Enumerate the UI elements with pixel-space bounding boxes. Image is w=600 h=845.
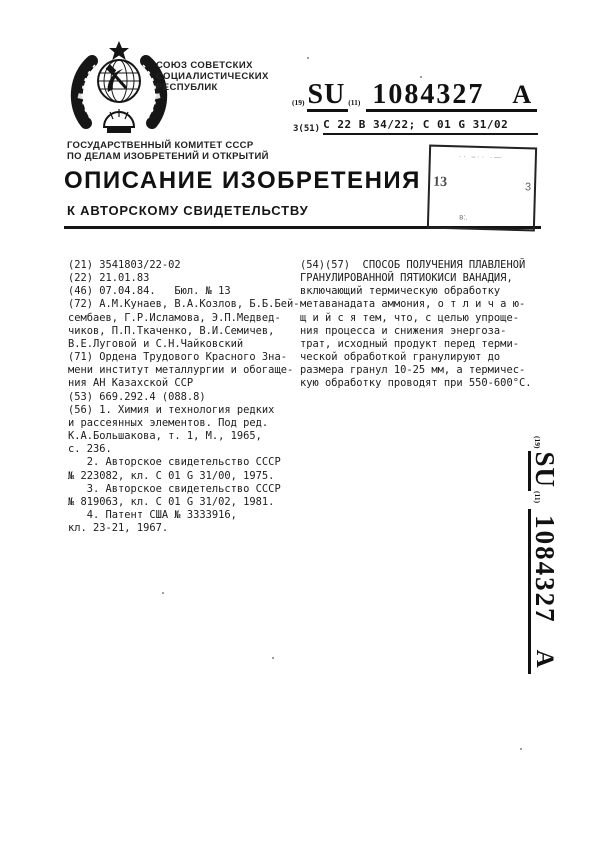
bibliographic-column — [68, 259, 308, 535]
stamp-number-right: 3 — [524, 181, 532, 194]
publication-number-group-vertical — [528, 509, 560, 674]
registration-stamp-box — [427, 145, 537, 232]
text-line: РЕСПУБЛИК — [156, 82, 218, 93]
text-line: метаванадата аммония, о т л и ч а ю- — [300, 298, 526, 311]
text-line: К.А.Большакова, т. 1, М., 1965, — [68, 430, 262, 443]
text-line: кл. 23-21, 1967. — [68, 522, 169, 535]
publication-number-vertical: 1084327 — [530, 515, 560, 624]
document-title: ОПИСАНИЕ ИЗОБРЕТЕНИЯ — [64, 167, 421, 194]
committee-name-block — [67, 140, 269, 162]
text-line: СОЦИАЛИСТИЧЕСКИХ — [156, 71, 269, 82]
text-line: (53) 669.292.4 (088.8) — [68, 390, 206, 403]
text-line: мени институт металлургии и обогаще- — [68, 364, 294, 377]
text-line: трат, исходный продукт перед терми- — [300, 337, 519, 350]
text-line: ния процесса и снижения энергоза- — [300, 324, 507, 337]
ipc-classification-row — [293, 118, 538, 135]
text-line: 2. Авторское свидетельство СССР — [68, 456, 281, 469]
publication-number: 1084327 — [372, 79, 485, 110]
inid-51-label: 3(51) — [293, 124, 321, 134]
inid-11-label-vertical: (11) — [533, 491, 542, 504]
inid-11-label: (11) — [348, 98, 361, 107]
text-line: (56) 1. Химия и технология редких — [68, 403, 275, 416]
text-line: ния АН Казахской ССР — [68, 377, 194, 390]
text-line: № 223082, кл. C 01 G 31/00, 1975. — [68, 469, 275, 482]
text-line: включающий термическую обработку — [300, 285, 501, 298]
stamp-faint-marks-top: ·· –·· ·— — [458, 153, 504, 162]
ipc-codes: C 22 B 34/22; C 01 G 31/02 — [323, 118, 538, 135]
text-line: чиков, П.П.Ткаченко, В.И.Семичев, — [68, 324, 275, 337]
publication-id-row — [292, 79, 537, 112]
text-line: № 819063, кл. C 01 G 31/02, 1981. — [68, 495, 275, 508]
inid-19-label-vertical: (19) — [533, 436, 542, 449]
document-subtitle: К АВТОРСКОМУ СВИДЕТЕЛЬСТВУ — [67, 203, 309, 218]
scan-speck — [420, 76, 422, 78]
union-name-block — [156, 60, 269, 93]
stamp-faint-marks-bottom: в:. — [459, 212, 469, 222]
text-line: (54)(57) СПОСОБ ПОЛУЧЕНИЯ ПЛАВЛЕНОЙ — [300, 259, 526, 271]
vertical-publication-id — [528, 436, 560, 736]
text-line: ГРАНУЛИРОВАННОЙ ПЯТИОКИСИ ВАНАДИЯ, — [300, 272, 513, 285]
country-code: SU — [307, 82, 349, 112]
text-line: размера гранул 10-25 мм, а термичес- — [300, 364, 526, 377]
star-icon — [109, 41, 129, 60]
kind-code: A — [512, 80, 532, 109]
text-line: ГОСУДАРСТВЕННЫЙ КОМИТЕТ СССР — [67, 140, 254, 151]
country-code-vertical: SU — [528, 451, 557, 492]
stamp-number-left: 13 — [432, 174, 448, 191]
scan-speck — [272, 657, 274, 659]
text-line: щ и й с я тем, что, с целью упроще- — [300, 311, 519, 324]
text-line: 4. Патент США № 3333916, — [68, 508, 237, 521]
scan-speck — [520, 748, 522, 750]
scan-speck — [307, 57, 309, 59]
text-line: и рассеянных элементов. Под ред. — [68, 416, 269, 429]
text-line: СОЮЗ СОВЕТСКИХ — [156, 60, 253, 71]
text-line: сембаев, Г.Р.Исламова, Э.П.Медвед- — [68, 311, 281, 324]
inid-19-label: (19) — [292, 98, 305, 107]
text-line: (46) 07.04.84. Бюл. № 13 — [68, 285, 231, 298]
text-line: ПО ДЕЛАМ ИЗОБРЕТЕНИЙ И ОТКРЫТИЙ — [67, 151, 269, 162]
scan-speck — [162, 592, 164, 594]
kind-code-vertical: A — [531, 649, 558, 668]
publication-number-group — [366, 79, 537, 112]
text-line: В.Е.Луговой и С.Н.Чайковский — [68, 337, 244, 350]
text-line: ческой обработкой гранулируют до — [300, 351, 501, 364]
text-line: с. 236. — [68, 443, 112, 456]
text-line: (21) 3541803/22-02 — [68, 259, 181, 271]
text-line: 3. Авторское свидетельство СССР — [68, 482, 281, 495]
text-line: (71) Ордена Трудового Красного Зна- — [68, 351, 287, 364]
text-line: кую обработку проводят при 550-600°С. — [300, 377, 532, 390]
abstract-column — [300, 259, 544, 391]
text-line: (22) 21.01.83 — [68, 272, 150, 285]
text-line: (72) А.М.Кунаев, В.А.Козлов, Б.Б.Бей- — [68, 298, 300, 311]
